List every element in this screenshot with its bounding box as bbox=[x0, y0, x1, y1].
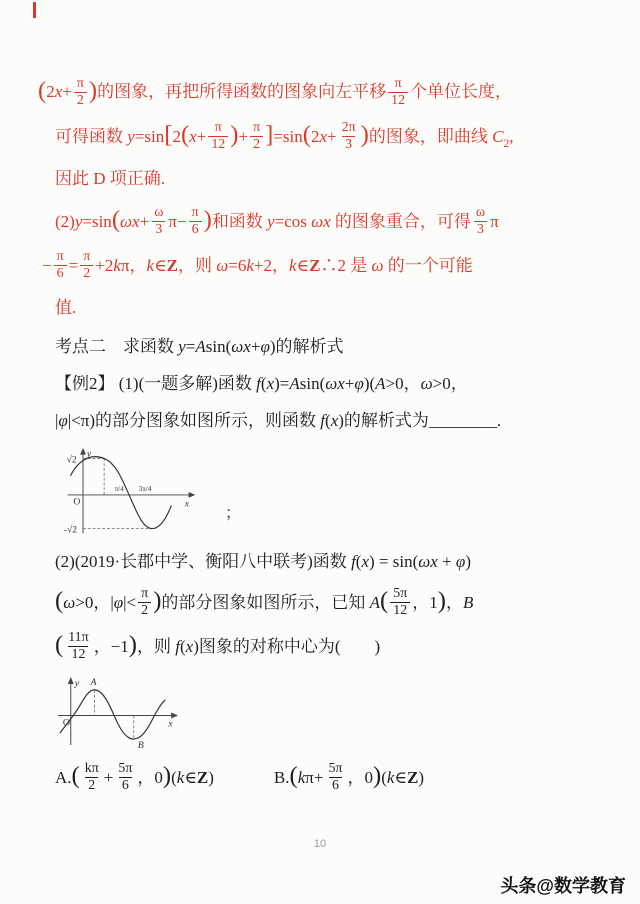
math-token: 的一个可能 bbox=[383, 255, 473, 275]
math-token: ( bbox=[381, 767, 387, 787]
math-token: 的图象，即曲线 bbox=[368, 126, 493, 146]
math-token: ( bbox=[355, 552, 362, 572]
watermark: 头条@数学教育 bbox=[500, 876, 626, 896]
math-token: k bbox=[246, 255, 254, 275]
section-heading bbox=[55, 334, 606, 360]
math-token: 的图象，再把所得函数的图象向左平移 bbox=[97, 82, 387, 102]
math-token: ( bbox=[55, 631, 64, 659]
math-token: Z bbox=[196, 767, 209, 787]
math-token: , bbox=[509, 126, 514, 146]
math-token: ( bbox=[289, 762, 298, 790]
math-token: | bbox=[55, 411, 59, 431]
y-axis-label: y bbox=[74, 678, 80, 690]
origin-label: O bbox=[62, 717, 70, 729]
question2-line-2 bbox=[55, 586, 606, 619]
math-token: π bbox=[490, 211, 499, 231]
math-token: f bbox=[320, 411, 326, 431]
math-token: =sin bbox=[273, 126, 303, 146]
math-token: 因此 D 项正确. bbox=[55, 169, 166, 189]
fraction: $\frac{\pi}{2}$ bbox=[138, 586, 151, 619]
math-token: y bbox=[178, 337, 186, 357]
math-token: π， bbox=[120, 255, 147, 275]
math-token: f bbox=[351, 552, 356, 572]
math-token: A bbox=[195, 337, 206, 357]
fraction: $\frac{5\pi}{6}$ bbox=[118, 761, 133, 794]
red-margin-mark bbox=[33, 2, 36, 18]
math-token: ) bbox=[360, 121, 369, 149]
fraction: $\frac{\pi}{6}$ bbox=[189, 205, 202, 238]
math-token: A bbox=[289, 374, 300, 394]
math-token: )= bbox=[274, 374, 290, 394]
math-token: B bbox=[463, 592, 474, 612]
math-token: k bbox=[289, 255, 297, 275]
math-token: =cos bbox=[274, 211, 312, 231]
math-token: >0， bbox=[432, 374, 468, 394]
sine-graph-1-row bbox=[63, 445, 606, 541]
math-token: )的解析式为________. bbox=[338, 411, 502, 431]
math-token: φ bbox=[354, 374, 364, 394]
math-token: ) bbox=[203, 206, 212, 234]
question2-line-1 bbox=[55, 549, 606, 575]
math-token: π− bbox=[168, 211, 187, 231]
math-token: =sin bbox=[82, 211, 112, 231]
y-axis-arrow bbox=[80, 448, 86, 455]
math-token: ( bbox=[380, 587, 389, 615]
math-token: sin( bbox=[299, 374, 326, 394]
origin-label: O bbox=[73, 496, 81, 508]
math-token: ( bbox=[38, 77, 47, 105]
math-token: ) bbox=[208, 767, 214, 787]
math-token: ) bbox=[230, 121, 239, 149]
math-token: ) bbox=[372, 762, 382, 790]
math-token: y bbox=[74, 211, 83, 231]
math-token: + bbox=[437, 552, 456, 572]
sine-graph-2 bbox=[55, 674, 183, 751]
math-token: x bbox=[54, 82, 63, 102]
math-token: ，0 bbox=[137, 767, 163, 787]
math-token: Z bbox=[309, 255, 321, 275]
fraction: $\frac{\omega}{3}$ bbox=[475, 205, 486, 238]
math-token: + bbox=[344, 374, 355, 394]
math-token: ) bbox=[437, 587, 446, 615]
min-value-label: -√2 bbox=[63, 524, 78, 536]
y-axis-arrow bbox=[68, 677, 74, 684]
solution-section bbox=[38, 76, 606, 323]
stray-semicolon: ； bbox=[225, 505, 242, 523]
math-token: ωx bbox=[231, 337, 251, 357]
math-token: f bbox=[256, 374, 261, 394]
question2-line-3 bbox=[55, 630, 606, 663]
math-token: ) bbox=[153, 587, 162, 615]
math-token: ) bbox=[465, 552, 471, 572]
math-token: ∈ bbox=[154, 255, 167, 275]
math-token: )( bbox=[363, 374, 376, 394]
math-token: ω bbox=[63, 592, 76, 612]
math-token: =6 bbox=[228, 255, 247, 275]
math-token: A bbox=[369, 592, 381, 612]
math-token: ( bbox=[325, 411, 331, 431]
math-token: ω bbox=[420, 374, 433, 394]
math-token: f bbox=[175, 636, 180, 656]
math-token: + bbox=[250, 337, 261, 357]
math-token: 值. bbox=[55, 298, 77, 318]
math-token: = bbox=[185, 337, 196, 357]
math-token: ， bbox=[446, 592, 463, 612]
math-token: + bbox=[238, 126, 249, 146]
math-token: ∈ bbox=[296, 255, 310, 275]
fraction: $\frac{5\pi}{12}$ bbox=[390, 586, 410, 619]
math-token: φ bbox=[455, 552, 466, 572]
math-token: >0，| bbox=[75, 592, 114, 612]
solution-line-6 bbox=[55, 293, 606, 323]
math-token: φ bbox=[113, 592, 124, 612]
math-token: x bbox=[189, 126, 197, 146]
math-token: +2 bbox=[95, 255, 114, 275]
math-token: ，则 bbox=[137, 636, 176, 656]
math-token: ∴2 是 bbox=[320, 255, 372, 275]
math-token: ωx bbox=[311, 211, 331, 231]
fraction: $\frac{11\pi}{12}$ bbox=[68, 630, 89, 663]
math-token: π+ bbox=[305, 767, 324, 787]
fraction: $\frac{\pi}{2}$ bbox=[80, 249, 93, 282]
math-token: x bbox=[319, 126, 328, 146]
max-value-label: √2 bbox=[66, 454, 77, 466]
point-a-label: A bbox=[90, 677, 97, 689]
example2-line-2 bbox=[55, 408, 606, 434]
math-token: k bbox=[146, 255, 155, 275]
math-token: ( bbox=[260, 374, 267, 394]
math-token: ( bbox=[180, 121, 190, 149]
math-token: + bbox=[139, 211, 150, 231]
math-token: ，0 bbox=[347, 767, 373, 787]
topic-section bbox=[55, 334, 606, 794]
x-axis-label: x bbox=[184, 498, 190, 510]
sine-curve-2 bbox=[60, 690, 165, 739]
math-token: ) bbox=[128, 631, 137, 659]
math-token: = bbox=[68, 255, 79, 275]
math-token: C bbox=[492, 126, 504, 146]
math-token: + bbox=[103, 767, 114, 787]
math-token: ( bbox=[111, 206, 121, 234]
fraction: $\frac{\pi}{2}$ bbox=[74, 76, 87, 109]
math-token: k bbox=[113, 255, 121, 275]
math-token: (2)(2019·长郡中学、衡阳八中联考)函数 bbox=[55, 552, 352, 572]
sine-graph-1 bbox=[63, 445, 199, 541]
math-token: ( bbox=[302, 121, 311, 149]
math-token: [ bbox=[164, 121, 173, 149]
math-token: 2 bbox=[172, 126, 181, 146]
math-token: =sin bbox=[134, 126, 165, 146]
math-token: ( bbox=[179, 636, 186, 656]
fraction: $\frac{2\pi}{3}$ bbox=[341, 120, 356, 153]
solution-line-5 bbox=[42, 249, 606, 282]
math-token: + bbox=[196, 126, 207, 146]
math-token: ∈ bbox=[394, 767, 407, 787]
x-axis-arrow bbox=[189, 492, 196, 498]
math-token: x bbox=[361, 552, 370, 572]
solution-line-4 bbox=[55, 205, 606, 238]
math-token: |<π)的部分图象如图所示，则函数 bbox=[67, 411, 321, 431]
math-token: Z bbox=[166, 255, 178, 275]
math-token: k bbox=[297, 767, 306, 787]
math-token: ] bbox=[265, 121, 274, 149]
math-token: + bbox=[327, 126, 337, 146]
answer-options bbox=[55, 761, 606, 794]
math-token: y bbox=[267, 211, 275, 231]
math-token: 2 bbox=[503, 137, 510, 151]
math-token: x bbox=[185, 636, 194, 656]
math-token: ) bbox=[418, 767, 425, 787]
sine-graph-2-row bbox=[55, 674, 606, 751]
math-token: (2) bbox=[55, 211, 75, 231]
math-token: ( bbox=[71, 762, 80, 790]
math-token: ( bbox=[171, 767, 177, 787]
math-token: ，−1 bbox=[93, 636, 129, 656]
solution-line-2 bbox=[55, 120, 606, 153]
x-tick-2: 3π/4 bbox=[138, 485, 152, 494]
math-token: φ bbox=[260, 337, 270, 357]
math-token: − bbox=[42, 255, 52, 275]
math-token: 的图象重合，可得 bbox=[330, 211, 471, 231]
example2-line-1 bbox=[55, 371, 606, 397]
fraction: $\frac{5\pi}{6}$ bbox=[328, 761, 343, 794]
point-b-label: B bbox=[137, 740, 144, 752]
math-token: )的解析式 bbox=[269, 337, 344, 357]
fraction: $\frac{\omega}{3}$ bbox=[154, 205, 164, 238]
math-token: x bbox=[330, 411, 339, 431]
math-token: ωx bbox=[120, 211, 140, 231]
math-token: ω bbox=[371, 255, 384, 275]
fraction: $\frac{\pi}{12}$ bbox=[208, 120, 228, 153]
x-tick-1: π/4 bbox=[114, 485, 124, 494]
math-token: 考点二 求函数 bbox=[55, 337, 179, 357]
math-token: φ bbox=[58, 411, 68, 431]
math-token: ) bbox=[162, 762, 172, 790]
math-token: A bbox=[375, 374, 386, 394]
math-token: )图象的对称中心为( ) bbox=[193, 636, 381, 656]
math-token: A. bbox=[55, 767, 72, 787]
x-axis-label: x bbox=[168, 718, 173, 730]
math-token: k bbox=[176, 767, 185, 787]
math-token: 2 bbox=[310, 126, 320, 146]
math-token: ) bbox=[88, 77, 98, 105]
fraction: $\frac{\pi}{6}$ bbox=[54, 249, 67, 282]
math-token: Z bbox=[407, 767, 419, 787]
math-token: ωx bbox=[418, 552, 438, 572]
math-token: k bbox=[386, 767, 395, 787]
fraction: $\frac{\pi}{2}$ bbox=[250, 120, 263, 153]
y-axis-label: y bbox=[86, 448, 92, 460]
math-token: ，1 bbox=[412, 592, 438, 612]
math-token: 的部分图象如图所示，已知 bbox=[161, 592, 370, 612]
math-token: ωx bbox=[325, 374, 345, 394]
math-token: >0， bbox=[385, 374, 421, 394]
fraction: $\frac{k\pi}{2}$ bbox=[84, 761, 99, 794]
math-token: y bbox=[127, 126, 135, 146]
math-token: 【例2】 (1)(一题多解)函数 bbox=[55, 374, 257, 394]
fraction: $\frac{\pi}{12}$ bbox=[388, 76, 408, 109]
math-token: 2 bbox=[46, 82, 55, 102]
math-token: ω bbox=[216, 255, 229, 275]
math-token: 可得函数 bbox=[55, 126, 128, 146]
math-token: + bbox=[62, 82, 72, 102]
math-token: B. bbox=[273, 767, 290, 787]
page-number: 10 bbox=[313, 838, 327, 850]
math-token: x bbox=[266, 374, 275, 394]
math-token: |< bbox=[123, 592, 137, 612]
math-token: sin( bbox=[205, 337, 232, 357]
math-token: 和函数 bbox=[211, 211, 268, 231]
math-token: +2， bbox=[253, 255, 289, 275]
math-token: ( bbox=[55, 587, 64, 615]
math-token: 个单位长度， bbox=[410, 82, 513, 102]
solution-line-3 bbox=[55, 164, 606, 194]
solution-line-1 bbox=[38, 76, 606, 109]
math-token: ) = sin( bbox=[369, 552, 419, 572]
math-token: ，则 bbox=[178, 255, 217, 275]
math-token: ∈ bbox=[184, 767, 197, 787]
